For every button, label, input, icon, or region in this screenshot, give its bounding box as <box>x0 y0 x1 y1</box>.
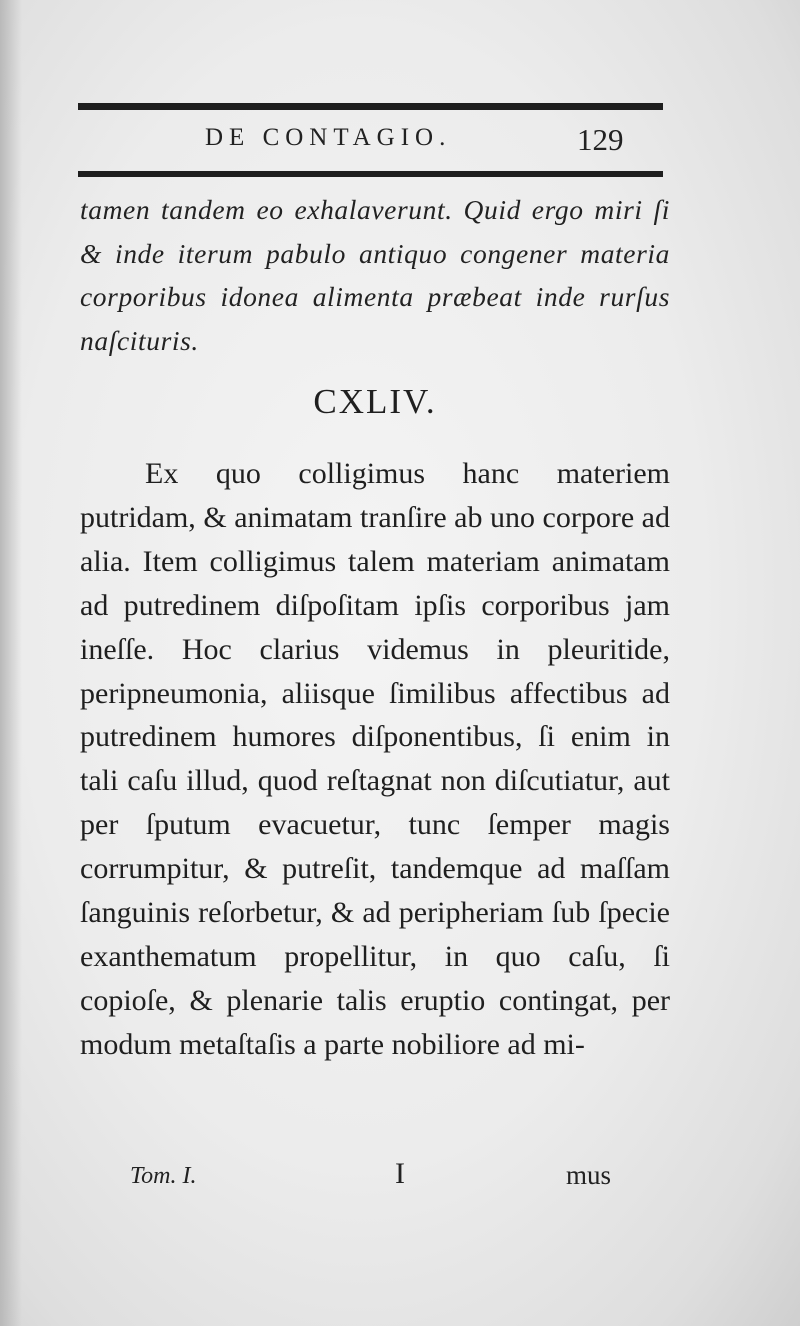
page-gutter-shadow <box>0 0 22 1326</box>
header-rule-bottom <box>78 171 663 177</box>
section-body-paragraph: Ex quo colligimus hanc materiem putridam, & animatam tranſire ab uno corpore ad alia. Item colligimus talem materiam animatam ad putredinem diſpoſitam ipſis corporibus jam ineſſe. Hoc clarius videmus in pleuritide, peripneumonia, aliisque ſimilibus affectibus ad putredinem humores diſponentibus, ſi enim in tali caſu illud, quod reſtagnat non diſcutiatur, aut per ſputum evacuetur, tunc ſemper magis corrumpitur, & putreſit, tandemque ad maſſam ſanguinis reſorbetur, & ad peripheriam ſub ſpecie exanthematum propellitur, in quo caſu, ſi copioſe, & plenarie talis eruptio contingat, per modum metaſtaſis a parte nobiliore ad mi- <box>80 457 670 1061</box>
section-heading: CXLIV. <box>313 382 437 421</box>
footer-catchword: mus <box>566 1160 612 1190</box>
continuation-paragraph: tamen tandem eo exhalaverunt. Quid ergo miri ſi & inde iterum pabulo antiquo congener materia corporibus idonea alimenta præbeat inde rurſus naſcituris. <box>80 194 670 356</box>
footer-volume-signature: Tom. I. <box>130 1163 197 1189</box>
header-rule-top <box>78 103 663 110</box>
running-head: DE CONTAGIO. <box>205 124 452 151</box>
footer-signature-mark: I <box>395 1157 405 1190</box>
page-number: 129 <box>577 122 624 157</box>
